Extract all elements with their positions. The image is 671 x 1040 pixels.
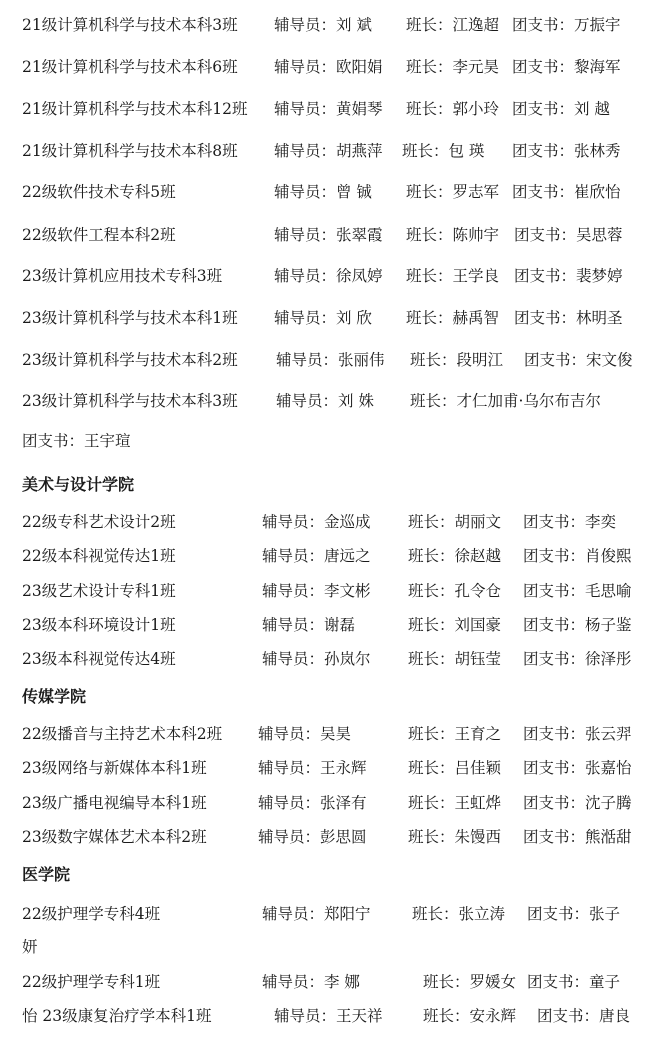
monitor: 班长：才仁加甫·乌尔布吉尔 [410, 392, 601, 410]
counselor: 辅导员：唐远之 [262, 547, 371, 565]
class-name: 21级计算机科学与技术本科6班 [22, 58, 238, 76]
monitor: 班长：江逸超 [406, 16, 500, 34]
roster-row [0, 387, 671, 415]
roster-row [0, 542, 671, 570]
monitor: 班长：安永辉 [423, 1007, 517, 1025]
monitor: 班长：陈帅宇 [406, 226, 500, 244]
roster-row [0, 11, 671, 39]
roster-row [0, 720, 671, 748]
class-name: 23级艺术设计专科1班 [22, 582, 176, 600]
roster-row [0, 221, 671, 249]
counselor: 辅导员：金巡成 [262, 513, 371, 531]
roster-row [0, 611, 671, 639]
roster-row [0, 968, 671, 996]
league-secretary: 团支书：崔欣怡 [512, 183, 621, 201]
section-title-medical: 医学院 [22, 865, 71, 884]
league-secretary: 团支书：徐泽彤 [523, 650, 632, 668]
class-name: 22级专科艺术设计2班 [22, 513, 176, 531]
counselor: 辅导员：胡燕萍 [274, 142, 383, 160]
monitor: 班长：罗志军 [406, 183, 500, 201]
league-secretary: 团支书：林明圣 [514, 309, 623, 327]
monitor: 班长：郭小玲 [406, 100, 500, 118]
class-name: 21级计算机科学与技术本科3班 [22, 16, 238, 34]
league-secretary: 团支书：万振宇 [512, 16, 621, 34]
class-name: 23级广播电视编导本科1班 [22, 794, 207, 812]
monitor: 班长：罗媛女 [423, 973, 517, 991]
league-secretary: 团支书：黎海军 [512, 58, 621, 76]
counselor: 辅导员：李文彬 [262, 582, 371, 600]
class-name: 23级计算机应用技术专科3班 [22, 267, 223, 285]
counselor: 辅导员：徐凤婷 [274, 267, 383, 285]
counselor: 辅导员：吴昊 [258, 725, 352, 743]
monitor: 班长：胡丽文 [408, 513, 502, 531]
monitor: 班长：徐赵越 [408, 547, 502, 565]
roster-row [0, 137, 671, 165]
league-secretary: 团支书：张子 [527, 905, 621, 923]
class-name: 22级本科视觉传达1班 [22, 547, 176, 565]
class-name: 23级网络与新媒体本科1班 [22, 759, 207, 777]
league-secretary: 团支书：唐良 [537, 1007, 631, 1025]
roster-row [0, 823, 671, 851]
class-name: 22级播音与主持艺术本科2班 [22, 725, 223, 743]
class-name: 23级本科视觉传达4班 [22, 650, 176, 668]
league-secretary: 团支书：肖俊熙 [523, 547, 632, 565]
monitor: 班长：王虹烨 [408, 794, 502, 812]
counselor: 辅导员：王永辉 [258, 759, 367, 777]
monitor: 班长：刘国豪 [408, 616, 502, 634]
monitor: 班长：孔令仓 [408, 582, 502, 600]
counselor: 辅导员：刘 欣 [274, 309, 372, 327]
class-name: 22级软件技术专科5班 [22, 183, 176, 201]
class-name: 23级计算机科学与技术本科3班 [22, 392, 238, 410]
roster-row [0, 900, 671, 928]
league-secretary: 团支书：熊湉甜 [523, 828, 632, 846]
league-secretary: 团支书：刘 越 [512, 100, 610, 118]
roster-row [0, 577, 671, 605]
overflow-line: 团支书：王宇瑄 [22, 432, 131, 450]
counselor: 辅导员：张丽伟 [276, 351, 385, 369]
class-name: 23级本科环境设计1班 [22, 616, 176, 634]
monitor: 班长：吕佳颖 [408, 759, 502, 777]
league-secretary: 团支书：毛思喻 [523, 582, 632, 600]
counselor: 辅导员：曾 铖 [274, 183, 372, 201]
monitor: 班长：王学良 [406, 267, 500, 285]
overflow-line: 妍 [22, 938, 38, 956]
roster-row [0, 53, 671, 81]
league-secretary: 团支书：童子 [527, 973, 621, 991]
class-name: 怡 23级康复治疗学本科1班 [22, 1007, 212, 1025]
league-secretary: 团支书：杨子鉴 [523, 616, 632, 634]
monitor: 班长：李元昊 [406, 58, 500, 76]
monitor: 班长：王育之 [408, 725, 502, 743]
counselor: 辅导员：王天祥 [274, 1007, 383, 1025]
counselor: 辅导员：张泽有 [258, 794, 367, 812]
roster-row [0, 304, 671, 332]
roster-row [0, 178, 671, 206]
counselor: 辅导员：欧阳娟 [274, 58, 383, 76]
class-name: 23级计算机科学与技术本科1班 [22, 309, 238, 327]
counselor: 辅导员：张翠霞 [274, 226, 383, 244]
roster-row [0, 645, 671, 673]
league-secretary: 团支书：吴思蓉 [514, 226, 623, 244]
league-secretary: 团支书：宋文俊 [524, 351, 633, 369]
roster-row [0, 262, 671, 290]
class-name: 22级护理学专科1班 [22, 973, 161, 991]
class-name: 21级计算机科学与技术本科8班 [22, 142, 238, 160]
roster-row [0, 754, 671, 782]
roster-row [0, 508, 671, 536]
monitor: 班长：包 瑛 [402, 142, 485, 160]
class-name: 22级护理学专科4班 [22, 905, 161, 923]
class-name: 23级数字媒体艺术本科2班 [22, 828, 207, 846]
counselor: 辅导员：谢磊 [262, 616, 356, 634]
counselor: 辅导员：孙岚尔 [262, 650, 371, 668]
class-name: 21级计算机科学与技术本科12班 [22, 100, 248, 118]
counselor: 辅导员：黄娟琴 [274, 100, 383, 118]
league-secretary: 团支书：李奕 [523, 513, 617, 531]
section-title-art: 美术与设计学院 [22, 475, 135, 494]
monitor: 班长：张立涛 [412, 905, 506, 923]
monitor: 班长：段明江 [410, 351, 504, 369]
roster-row [0, 789, 671, 817]
counselor: 辅导员：刘 斌 [274, 16, 372, 34]
monitor: 班长：朱馒西 [408, 828, 502, 846]
counselor: 辅导员：郑阳宁 [262, 905, 371, 923]
section-title-media: 传媒学院 [22, 687, 87, 706]
counselor: 辅导员：彭思圆 [258, 828, 367, 846]
roster-row [0, 346, 671, 374]
counselor: 辅导员：刘 姝 [276, 392, 374, 410]
roster-row [0, 1002, 671, 1030]
league-secretary: 团支书：裴梦婷 [514, 267, 623, 285]
league-secretary: 团支书：沈子腾 [523, 794, 632, 812]
class-name: 22级软件工程本科2班 [22, 226, 176, 244]
league-secretary: 团支书：张云羿 [523, 725, 632, 743]
roster-row [0, 95, 671, 123]
counselor: 辅导员：李 娜 [262, 973, 360, 991]
league-secretary: 团支书：张林秀 [512, 142, 621, 160]
monitor: 班长：赫禹智 [406, 309, 500, 327]
league-secretary: 团支书：张嘉怡 [523, 759, 632, 777]
class-name: 23级计算机科学与技术本科2班 [22, 351, 238, 369]
monitor: 班长：胡钰莹 [408, 650, 502, 668]
